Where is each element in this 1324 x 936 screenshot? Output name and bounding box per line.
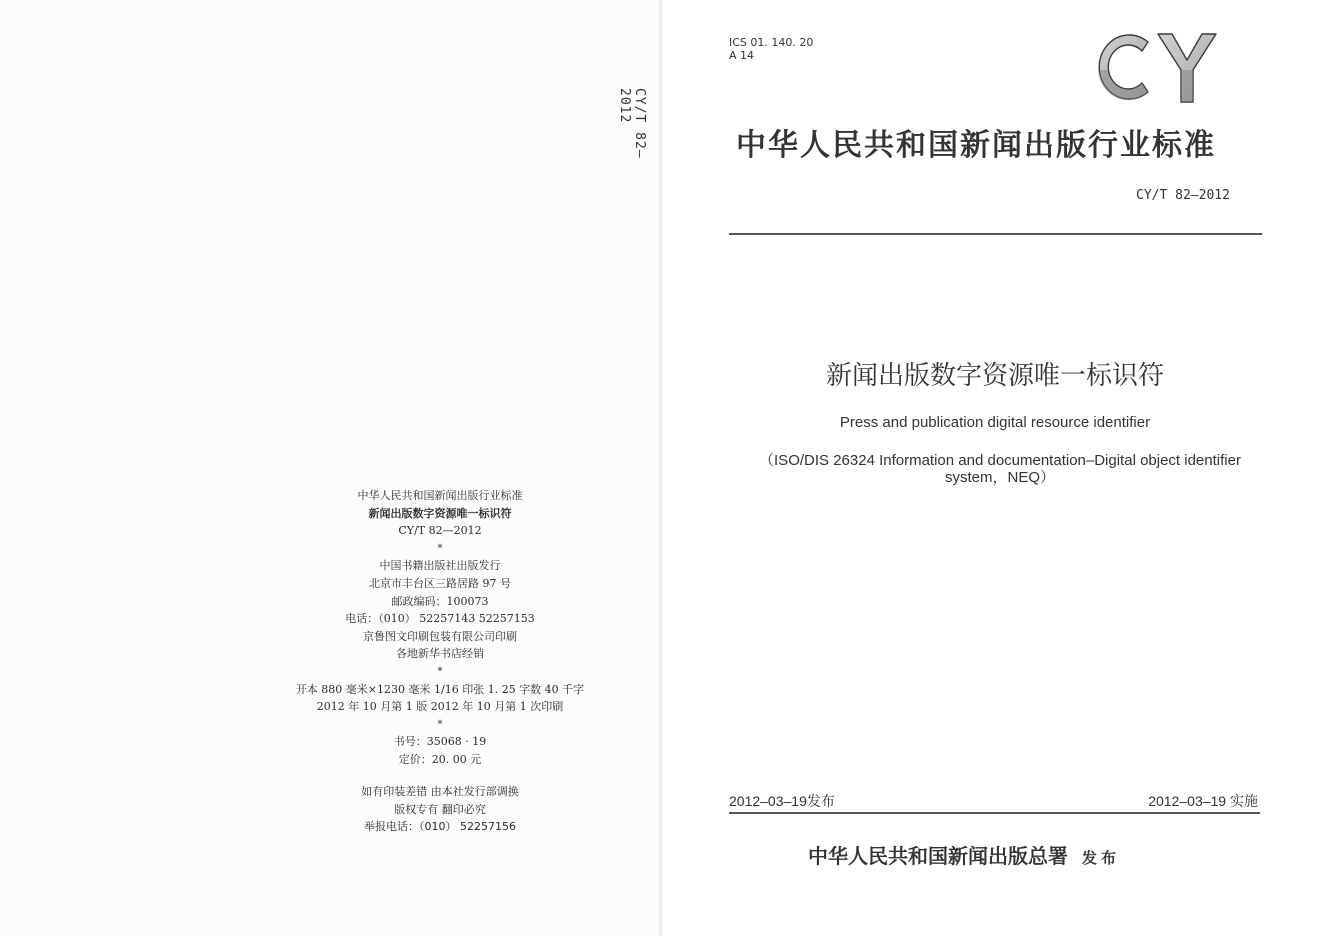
notice-line: 举报电话：（010） 52257156 — [364, 820, 516, 834]
colophon-line: 邮政编码：100073 — [391, 594, 489, 608]
standard-number: CY/T 82—2012 — [1136, 188, 1230, 203]
colophon-line: 中华人民共和国新闻出版行业标准 — [357, 489, 523, 502]
classification-codes — [729, 36, 813, 62]
issuing-authority — [808, 840, 1120, 869]
notice-line: 版权专有 翻印必究 — [394, 802, 486, 816]
issuer-name: 中华人民共和国新闻出版总署 — [808, 844, 1068, 868]
colophon-line: 2012 年 10 月第 1 版 2012 年 10 月第 1 次印刷 — [316, 700, 564, 714]
cy-logo — [1086, 28, 1226, 106]
copyright-notice — [260, 783, 620, 836]
spine-standard-number: CY/T 82—2012 — [617, 88, 647, 159]
international-equivalence — [730, 452, 1270, 486]
header-divider — [729, 233, 1262, 235]
ccs-code: A 14 — [729, 49, 755, 62]
colophon-separator: * — [437, 718, 443, 730]
colophon-line: 开本 880 毫米×1230 毫米 1/16 印张 1. 25 字数 40 千字 — [295, 682, 585, 696]
colophon-line: 北京市丰台区三路居路 97 号 — [369, 576, 511, 590]
issue-date: 2012–03–19发布 — [729, 793, 835, 809]
colophon-line: CY/T 82—2012 — [398, 524, 482, 538]
effective-date: 2012–03–19 实施 — [1148, 793, 1258, 809]
document-title-chinese: 新闻出版数字资源唯一标识符 — [825, 361, 1164, 391]
colophon-separator: * — [437, 665, 443, 677]
colophon-line: 电话：（010） 52257143 52257153 — [345, 612, 535, 626]
colophon-line: 各地新华书店经销 — [396, 647, 484, 661]
notice-line: 如有印装差错 由本社发行部调换 — [361, 785, 519, 798]
colophon-line: 新闻出版数字资源唯一标识符 — [368, 506, 512, 520]
colophon-line: 定价：20. 00 元 — [398, 752, 482, 766]
colophon — [260, 487, 620, 769]
footer-divider — [729, 812, 1260, 814]
ics-code: ICS 01. 140. 20 — [729, 36, 814, 49]
colophon-line: 书号：35068 · 19 — [393, 735, 487, 749]
colophon-line: 京鲁图文印刷包装有限公司印刷 — [363, 629, 517, 643]
equivalence-line: system，NEQ） — [944, 469, 1055, 486]
colophon-line: 中国书籍出版社出版发行 — [379, 559, 501, 573]
issue-word: 发布 — [1082, 849, 1121, 867]
equivalence-line: （ISO/DIS 26324 Information and documentation–Digital object identifier — [759, 452, 1241, 469]
standard-category-title: 中华人民共和国新闻出版行业标准 — [736, 128, 1216, 163]
colophon-separator: * — [437, 542, 443, 554]
document-title-english: Press and publication digital resource identifier — [839, 414, 1151, 431]
